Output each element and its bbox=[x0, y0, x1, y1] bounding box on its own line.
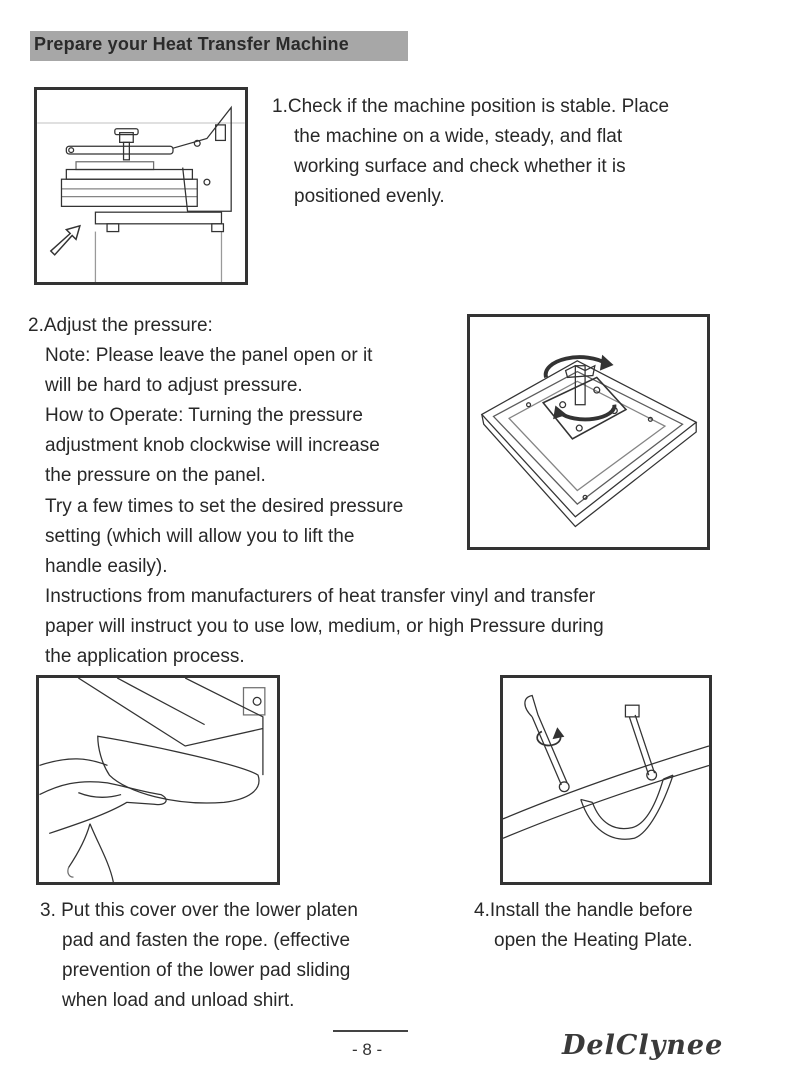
text-line: will be hard to adjust pressure. bbox=[45, 375, 303, 396]
text-line: pad and fasten the rope. (effective bbox=[62, 930, 351, 951]
text-line: open the Heating Plate. bbox=[494, 930, 693, 951]
handle-install-illustration bbox=[500, 675, 712, 885]
step3-text bbox=[40, 896, 358, 1016]
text-line: handle easily). bbox=[45, 556, 168, 577]
text-line: 4.Install the handle before bbox=[474, 900, 693, 921]
text-line: prevention of the lower pad sliding bbox=[62, 960, 351, 981]
text-line: the pressure on the panel. bbox=[45, 465, 266, 486]
text-line: Try a few times to set the desired pressure bbox=[45, 496, 404, 517]
brand-logo: DelClynee bbox=[562, 1030, 724, 1061]
pressure-knob-illustration bbox=[467, 314, 710, 550]
page-number-rule bbox=[333, 1030, 408, 1032]
text-line: 2.Adjust the pressure: bbox=[28, 315, 213, 336]
step4-text bbox=[474, 896, 693, 956]
machine-placement-illustration bbox=[34, 87, 248, 285]
step2-text bbox=[28, 311, 380, 491]
text-line: Note: Please leave the panel open or it bbox=[45, 345, 373, 366]
text-line: 1.Check if the machine position is stable. Place bbox=[272, 96, 670, 117]
page-number: - 8 - bbox=[352, 1040, 383, 1059]
text-line: positioned evenly. bbox=[294, 186, 445, 207]
text-line: when load and unload shirt. bbox=[62, 990, 295, 1011]
text-line: the application process. bbox=[45, 646, 245, 667]
text-line: the machine on a wide, steady, and flat bbox=[294, 126, 623, 147]
text-line: Instructions from manufacturers of heat transfer vinyl and transfer bbox=[45, 586, 596, 607]
text-line: setting (which will allow you to lift the bbox=[45, 526, 355, 547]
platen-cover-illustration bbox=[36, 675, 280, 885]
text-line: How to Operate: Turning the pressure bbox=[45, 405, 363, 426]
text-line: 3. Put this cover over the lower platen bbox=[40, 900, 358, 921]
step1-text bbox=[272, 92, 669, 212]
text-line: adjustment knob clockwise will increase bbox=[45, 435, 380, 456]
page-title: Prepare your Heat Transfer Machine bbox=[34, 34, 349, 54]
text-line: working surface and check whether it is bbox=[294, 156, 626, 177]
text-line: paper will instruct you to use low, medium, or high Pressure during bbox=[45, 616, 604, 637]
